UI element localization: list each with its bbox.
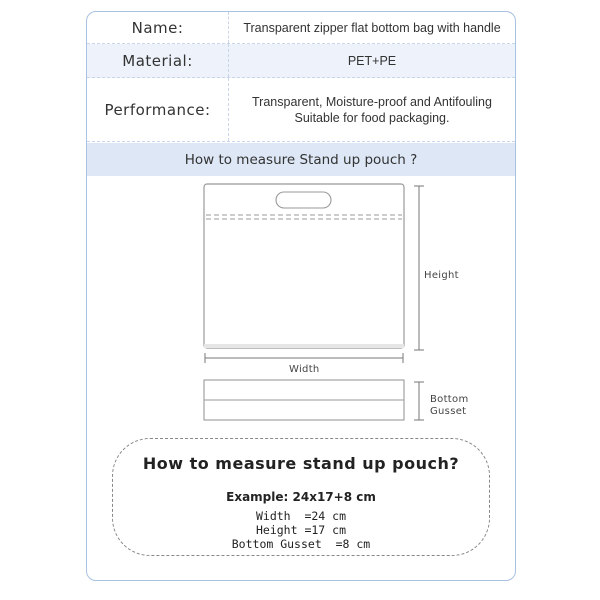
handle-hole-icon xyxy=(276,192,331,208)
spec-label-material: Material: xyxy=(87,44,229,77)
spec-value-performance xyxy=(229,78,515,141)
info-example: Example: 24x17+8 cm xyxy=(226,490,376,504)
spec-value-performance-line2: Suitable for food packaging. xyxy=(294,110,450,125)
bottom-gusset-label-line2: Gusset xyxy=(430,406,467,417)
measure-info-box xyxy=(112,438,490,556)
spec-value-performance-line1: Transparent, Moisture-proof and Antifouling xyxy=(252,94,492,109)
spec-value-name-text: Transparent zipper flat bottom bag with handle xyxy=(243,20,501,35)
pouch-outline xyxy=(204,184,404,348)
info-title: How to measure stand up pouch? xyxy=(142,454,460,473)
info-width-line: Width =24 cm xyxy=(255,509,346,523)
info-gusset-line: Bottom Gusset =8 cm xyxy=(231,537,371,551)
pouch-bottom-edge xyxy=(204,344,404,348)
spec-value-material-text: PET+PE xyxy=(347,53,397,68)
spec-value-material xyxy=(229,44,515,77)
section-header: How to measure Stand up pouch ? xyxy=(87,143,515,176)
info-height-line: Height =17 cm xyxy=(255,523,346,537)
spec-row-performance xyxy=(87,78,515,142)
width-label: Width xyxy=(289,364,320,375)
spec-value-name xyxy=(229,12,515,43)
height-label: Height xyxy=(424,270,459,281)
spec-label-performance: Performance: xyxy=(87,78,229,141)
bottom-gusset-label-line1: Bottom xyxy=(430,394,469,405)
spec-row-name xyxy=(87,12,515,44)
spec-row-material xyxy=(87,44,515,78)
spec-label-name: Name: xyxy=(87,12,229,43)
